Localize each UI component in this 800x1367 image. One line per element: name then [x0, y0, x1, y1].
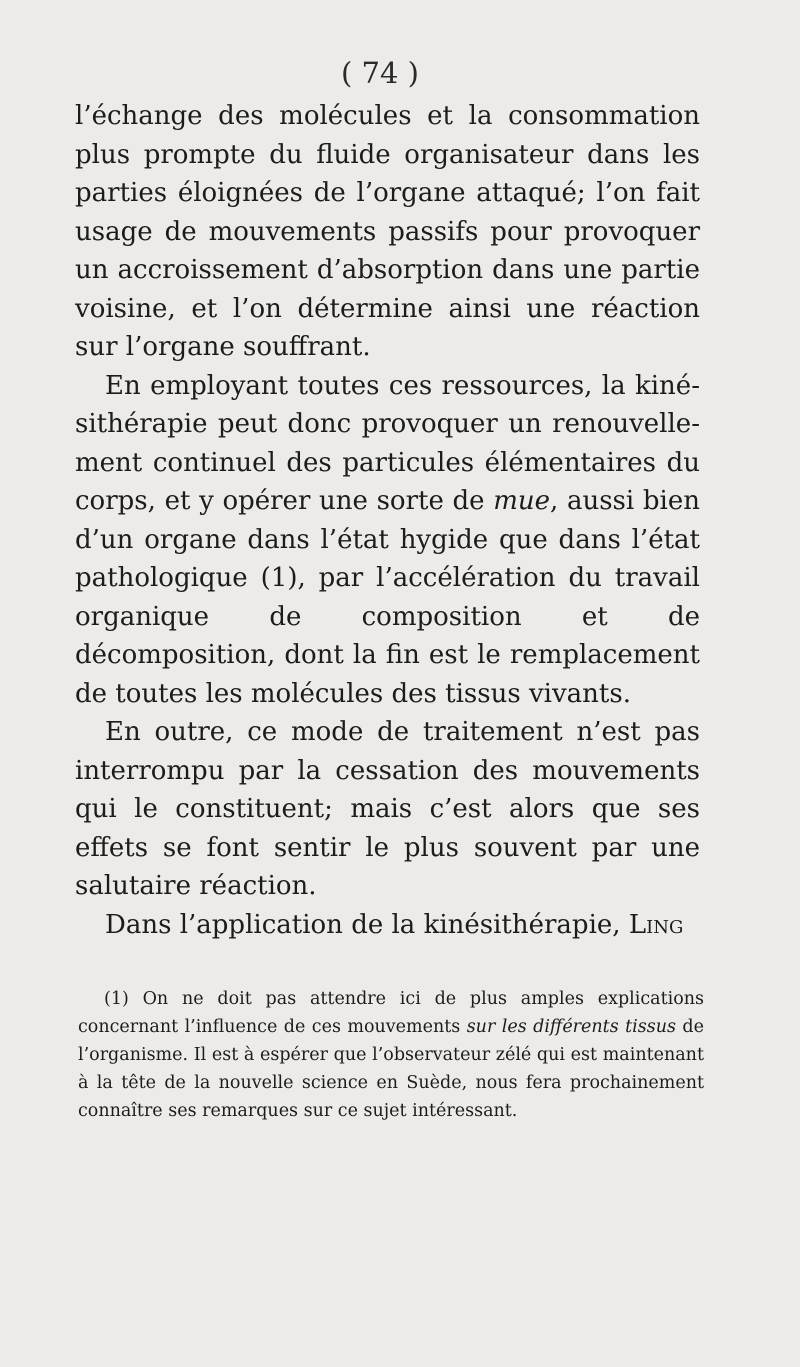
page-number: ( 74 ) — [341, 56, 419, 90]
paragraph-3 — [75, 713, 700, 906]
footnote-text — [78, 985, 704, 1125]
paragraph-3-text: En outre, ce mode de traitement n’est pas interrompu par la cessation des mouvements qui le constituent; mais c’est alors que ses effets se font sentir le plus souvent par une salutaire réaction. — [75, 717, 700, 901]
paragraph-4 — [75, 906, 700, 945]
footnote-text-end: de l’organisme. Il est à espérer que l’observateur zélé qui est maintenant à la tête de la nouvelle science en Suède, nous fera prochainement connaître ses remarques sur ce sujet intéressant. — [78, 1017, 704, 1121]
footnote — [78, 985, 704, 1125]
paragraph-1 — [75, 97, 700, 367]
paragraph-2-italic-word: mue — [493, 486, 551, 516]
paragraph-2 — [75, 367, 700, 714]
paragraph-2-text-end: , aussi bien d’un organe dans l’état hygide que dans l’état pathologique (1), par l’accélération du travail organique de composition et de décomposition, dont la fin est le remplacement de toutes les molécules des tissus vivants. — [75, 486, 700, 709]
paragraph-4-author-name: Ling — [628, 909, 684, 940]
paragraph-4-text: Dans l’application de la kinésithérapie, — [105, 909, 629, 940]
paragraph-1-text: l’échange des molécules et la consommation plus prompte du fluide organisateur dans les parties éloignées de l’organe attaqué; l’on fait usage de mouvements passifs pour provoquer un accroissement d’absorption dans une partie voisine, et l’on détermine ainsi une réaction sur l’organe souffrant. — [75, 101, 700, 362]
main-text — [75, 97, 700, 944]
footnote-text-start: (1) On ne doit pas attendre ici de plus amples explications concernant l’influence de ces mouvements — [78, 989, 704, 1037]
paragraph-2-text-start: En employant toutes ces ressources, la kinésithérapie peut donc provoquer un renouvellement continuel des particules élémentaires du corps, et y opérer une sorte de — [75, 370, 700, 516]
footnote-italic-phrase: sur les différents tissus — [466, 1017, 676, 1037]
